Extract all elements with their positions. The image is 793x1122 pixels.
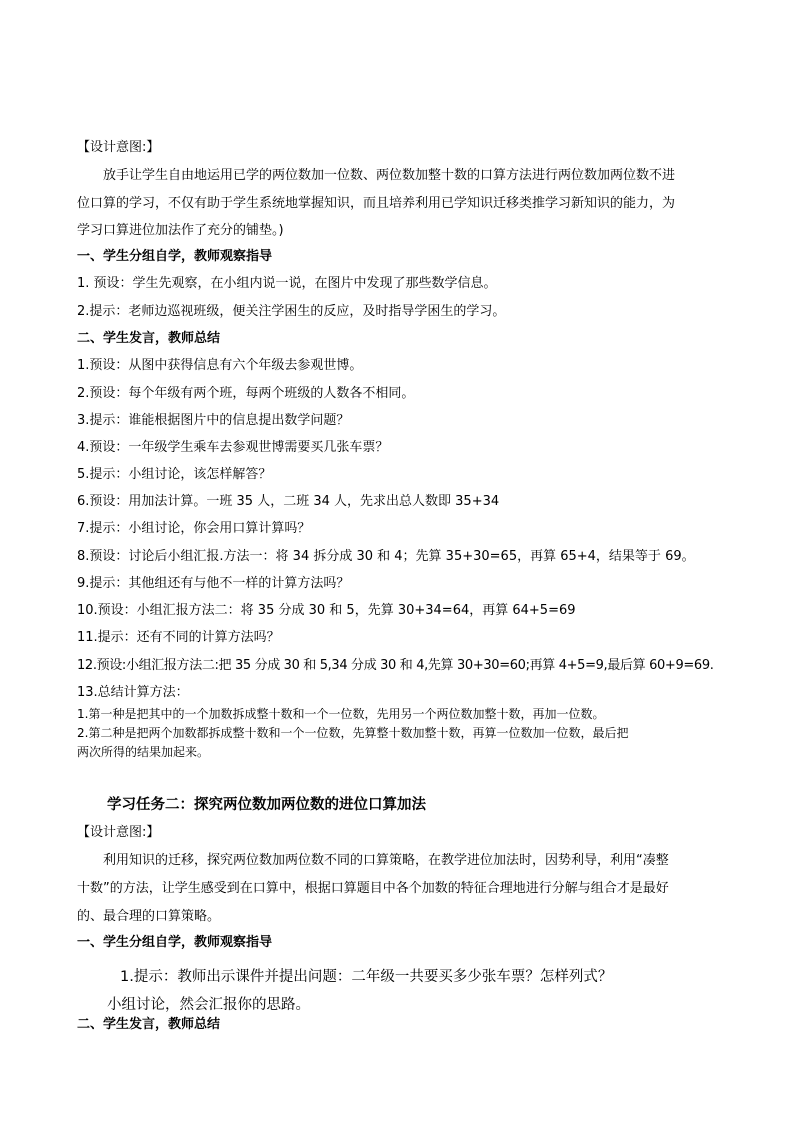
- intent-line: 放手让学生自由地运用已学的两位数加一位数、两位数加整十数的口算方法进行两位数加两位数不进: [103, 168, 676, 183]
- intent-line: 十数”的方法，让学生感受到在口算中，根据口算题目中各个加数的特征合理地进行分解与组合才是最好: [77, 881, 669, 896]
- intent-line: 利用知识的迁移，探究两位数加两位数不同的口算策略，在教学进位加法时，因势利导，利用“凑整: [103, 853, 669, 868]
- task-title: 学习任务二：探究两位数加两位数的进位口算加法: [107, 797, 426, 813]
- summary-heading: 13.总结计算方法：: [77, 685, 189, 700]
- intent-line: 学习口算进位加法作了充分的铺垫。): [77, 223, 284, 238]
- list-item: 2.预设：每个年级有两个班，每两个班级的人数各不相同。: [77, 386, 415, 401]
- list-item: 1.提示：教师出示课件并提出问题：二年级一共要买多少张车票？怎样列式？: [120, 969, 613, 985]
- list-item: 小组讨论，然会汇报你的思路。: [107, 997, 310, 1013]
- list-item: 11.提示：还有不同的计算方法吗？: [77, 630, 280, 645]
- list-item: 2.提示：老师边巡视班级，便关注学困生的反应，及时指导学困生的学习。: [77, 304, 506, 319]
- list-item: 1.预设：从图中获得信息有六个年级去参观世博。: [77, 358, 363, 373]
- list-item: 6.预设：用加法计算。一班 35 人，二班 34 人，先求出总人数即 35+34: [77, 494, 500, 509]
- list-item: 7.提示：小组讨论，你会用口算计算吗？: [77, 521, 311, 536]
- list-item: 1. 预设：学生先观察，在小组内说一说，在图片中发现了那些数学信息。: [77, 276, 497, 291]
- section-heading: 二、学生发言，教师总结: [77, 1017, 221, 1032]
- design-intent-label: 【设计意图:】: [77, 825, 160, 840]
- list-item: 10.预设：小组汇报方法二：将 35 分成 30 和 5，先算 30+34=64，再算 64+5=69: [77, 603, 576, 618]
- list-item: 12.预设:小组汇报方法二:把 35 分成 30 和 5,34 分成 30 和 4,先算 30+30=60;再算 4+5=9,最后算 60+9=69.: [77, 658, 714, 673]
- list-item: 5.提示：小组讨论，该怎样解答？: [77, 467, 272, 482]
- list-item: 4.预设：一年级学生乘车去参观世博需要买几张车票？: [77, 440, 389, 455]
- intent-line: 位口算的学习，不仅有助于学生系统地掌握知识，而且培养利用已学知识迁移类推学习新知识的能力，为: [77, 196, 676, 211]
- list-item: 9.提示：其他组还有与他不一样的计算方法吗？: [77, 576, 350, 591]
- design-intent-label: 【设计意图:】: [77, 140, 160, 155]
- summary-line: 1.第一种是把其中的一个加数拆成整十数和一个一位数，先用另一个两位数加整十数，再加一位数。: [77, 707, 605, 721]
- summary-line: 两次所得的结果加起来。: [77, 745, 210, 759]
- list-item: 3.提示：谁能根据图片中的信息提出数学问题？: [77, 413, 350, 428]
- section-heading: 一、学生分组自学，教师观察指导: [77, 249, 273, 264]
- intent-line: 的、最合理的口算策略。: [77, 909, 221, 924]
- section-heading: 二、学生发言，教师总结: [77, 331, 221, 346]
- list-item: 8.预设：讨论后小组汇报.方法一：将 34 拆分成 30 和 4；先算 35+30=65，再算 65+4，结果等于 69。: [77, 549, 695, 564]
- section-heading: 一、学生分组自学，教师观察指导: [77, 935, 273, 950]
- summary-line: 2.第二种是把两个加数都拆成整十数和一个一位数，先算整十数加整十数，再算一位数加一位数，最后把: [77, 726, 629, 740]
